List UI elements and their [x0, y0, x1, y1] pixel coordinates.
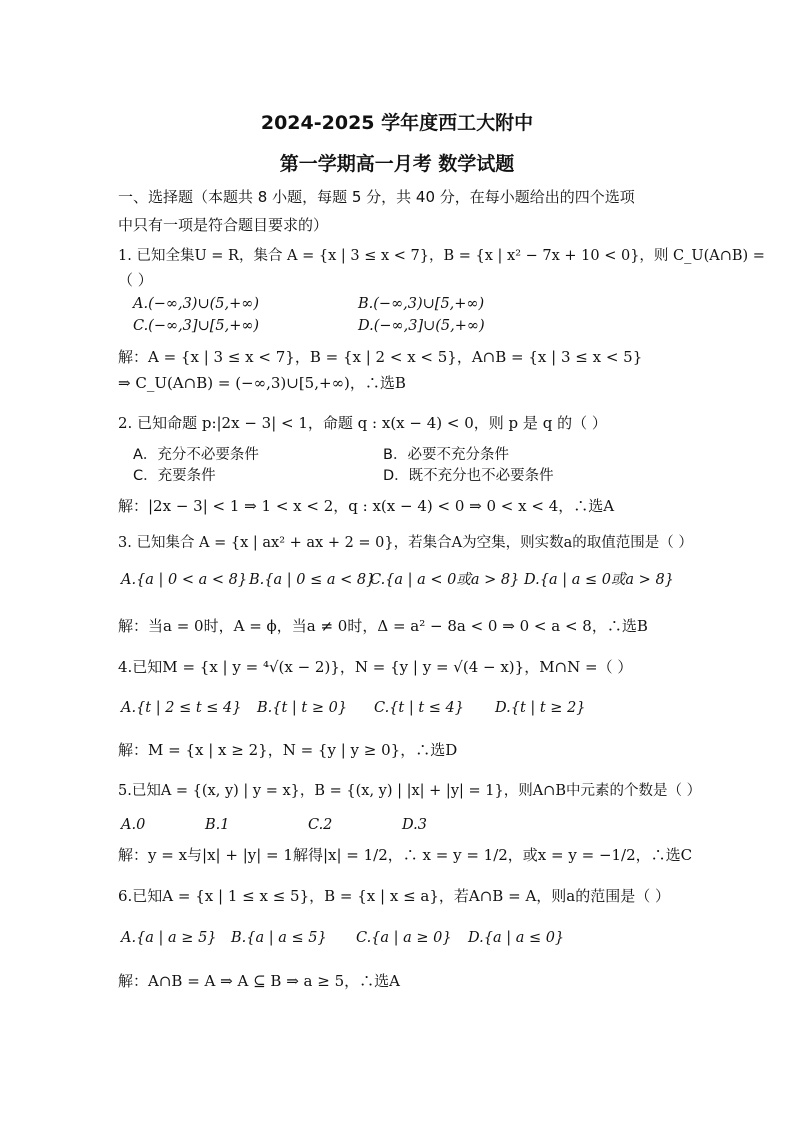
question-2-stem: 2. 已知命题 p:|2x − 3| < 1，命题 q : x(x − 4) < 0，则 p 是 q 的（ ）	[118, 414, 607, 432]
question-6-solution: 解：A∩B = A ⇒ A ⊆ B ⇒ a ≥ 5，∴选A	[118, 972, 400, 990]
section-instructions-line-2: 中只有一项是符合题目要求的）	[118, 216, 329, 234]
question-3-option-a: A.{a | 0 < a < 8}	[121, 572, 248, 588]
question-6-option-b: B.{a | a ≤ 5}	[231, 930, 327, 946]
question-2-option-c: C．充要条件	[133, 468, 216, 484]
question-5-solution: 解：y = x与|x| + |y| = 1解得|x| = 1/2，∴ x = y = 1/2，或x = y = −1/2，∴选C	[118, 846, 693, 864]
question-3-option-b: B.{a | 0 ≤ a < 8}	[249, 572, 376, 588]
question-4-option-a: A.{t | 2 ≤ t ≤ 4}	[121, 700, 242, 716]
question-3-stem: 3. 已知集合 A = {x | ax² + ax + 2 = 0}，若集合A为空集，则实数a的取值范围是（ ）	[118, 535, 693, 551]
question-4-option-d: D.{t | t ≥ 2}	[495, 700, 586, 716]
exam-title-line-1: 2024-2025 学年度西工大附中	[260, 112, 534, 134]
question-2-option-b: B．必要不充分条件	[383, 447, 509, 463]
question-5-option-d: D.3	[402, 817, 427, 833]
question-5-option-b: B.1	[205, 817, 230, 833]
question-1-blank: （ ）	[118, 271, 153, 289]
question-6-option-c: C.{a | a ≥ 0}	[356, 930, 452, 946]
question-5-option-a: A.0	[121, 817, 146, 833]
question-3-option-c: C.{a | a < 0或a > 8}	[370, 572, 520, 588]
question-1-option-d: D.(−∞,3]∪(5,+∞)	[358, 318, 485, 334]
question-6-option-d: D.{a | a ≤ 0}	[468, 930, 565, 946]
section-instructions-line-1: 一、选择题（本题共 8 小题，每题 5 分，共 40 分，在每小题给出的四个选项	[118, 188, 635, 206]
question-3-solution: 解：当a = 0时，A = ϕ，当a ≠ 0时，Δ = a² − 8a < 0 ⇒ 0 < a < 8，∴选B	[118, 617, 648, 635]
exam-title-line-2: 第一学期高一月考 数学试题	[279, 153, 515, 175]
question-1-stem: 1. 已知全集U = R，集合 A = {x | 3 ≤ x < 7}，B = {x | x² − 7x + 10 < 0}，则 C_U(A∩B) =	[118, 248, 765, 264]
question-4-solution: 解：M = {x | x ≥ 2}，N = {y | y ≥ 0}，∴选D	[118, 741, 458, 759]
question-4-option-b: B.{t | t ≥ 0}	[257, 700, 348, 716]
question-2-option-d: D．既不充分也不必要条件	[383, 468, 554, 484]
question-6-stem: 6.已知A = {x | 1 ≤ x ≤ 5}，B = {x | x ≤ a}，若A∩B = A，则a的范围是（ ）	[118, 887, 670, 905]
question-3-option-d: D.{a | a ≤ 0或a > 8}	[524, 572, 674, 588]
question-5-option-c: C.2	[308, 817, 333, 833]
question-1-option-a: A.(−∞,3)∪(5,+∞)	[133, 296, 259, 312]
question-1-option-c: C.(−∞,3]∪[5,+∞)	[133, 318, 260, 334]
question-4-option-c: C.{t | t ≤ 4}	[374, 700, 464, 716]
question-6-option-a: A.{a | a ≥ 5}	[121, 930, 217, 946]
question-1-solution-line-2: ⇒ C_U(A∩B) = (−∞,3)∪[5,+∞)，∴选B	[118, 374, 406, 392]
question-1-solution-line-1: 解：A = {x | 3 ≤ x < 7}，B = {x | 2 < x < 5}，A∩B = {x | 3 ≤ x < 5}	[118, 348, 643, 366]
question-2-option-a: A．充分不必要条件	[133, 447, 259, 463]
question-5-stem: 5.已知A = {(x, y) | y = x}，B = {(x, y) | |x| + |y| = 1}，则A∩B中元素的个数是（ ）	[118, 783, 702, 799]
question-1-option-b: B.(−∞,3)∪[5,+∞)	[358, 296, 485, 312]
question-2-solution: 解：|2x − 3| < 1 ⇒ 1 < x < 2，q : x(x − 4) < 0 ⇒ 0 < x < 4，∴选A	[118, 497, 615, 515]
question-4-stem: 4.已知M = {x | y = ⁴√(x − 2)}，N = {y | y = √(4 − x)}，M∩N =（ ）	[118, 658, 633, 676]
